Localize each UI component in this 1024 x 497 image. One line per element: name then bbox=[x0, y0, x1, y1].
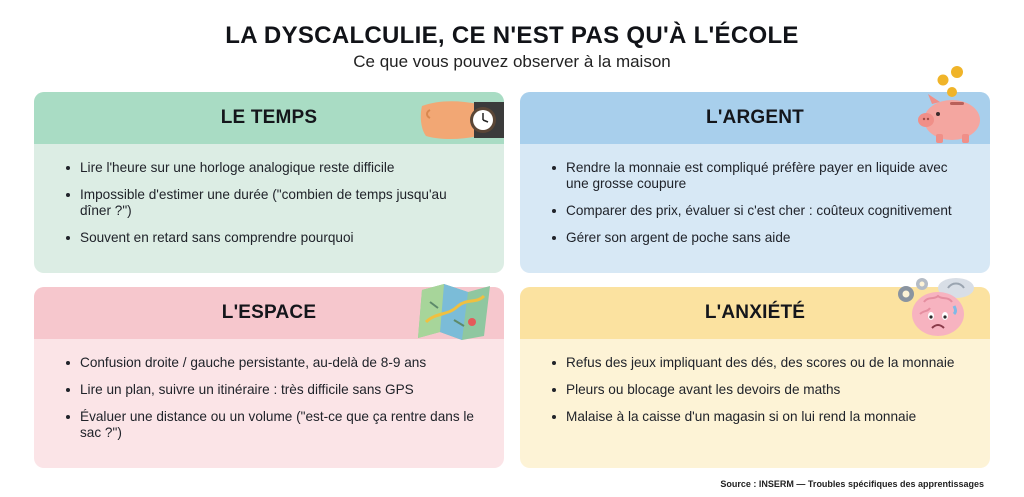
list-item: Malaise à la caisse d'un magasin si on lui rend la monnaie bbox=[566, 409, 964, 425]
list-item: Gérer son argent de poche sans aide bbox=[566, 230, 964, 246]
card-temps-list bbox=[34, 144, 504, 246]
page-title: LA DYSCALCULIE, CE N'EST PAS QU'À L'ÉCOLE bbox=[225, 22, 799, 49]
card-espace-title: L'ESPACE bbox=[34, 287, 504, 339]
list-item: Confusion droite / gauche persistante, au-delà de 8-9 ans bbox=[80, 355, 478, 371]
list-item: Comparer des prix, évaluer si c'est cher : coûteux cognitivement bbox=[566, 203, 964, 219]
wristwatch-icon bbox=[420, 92, 504, 146]
card-argent-list bbox=[520, 144, 990, 246]
page-subtitle: Ce que vous pouvez observer à la maison bbox=[353, 52, 671, 71]
source-citation: Source : INSERM — Troubles spécifiques des apprentissages bbox=[720, 479, 984, 489]
list-item: Évaluer une distance ou un volume ("est-ce que ça rentre dans le sac ?") bbox=[80, 409, 478, 441]
card-temps-title: LE TEMPS bbox=[34, 92, 504, 144]
card-espace-list bbox=[34, 339, 504, 441]
worried-brain-icon bbox=[894, 272, 990, 342]
card-anxiete-list bbox=[520, 339, 990, 425]
card-anxiete-title: L'ANXIÉTÉ bbox=[520, 287, 990, 339]
list-item: Lire un plan, suivre un itinéraire : très difficile sans GPS bbox=[80, 382, 478, 398]
folded-map-icon bbox=[418, 282, 494, 342]
card-argent-title: L'ARGENT bbox=[520, 92, 990, 144]
list-item: Impossible d'estimer une durée ("combien de temps jusqu'au dîner ?") bbox=[80, 187, 478, 219]
list-item: Rendre la monnaie est compliqué préfère payer en liquide avec une grosse coupure bbox=[566, 160, 964, 192]
list-item: Souvent en retard sans comprendre pourquoi bbox=[80, 230, 478, 246]
list-item: Refus des jeux impliquant des dés, des scores ou de la monnaie bbox=[566, 355, 964, 371]
piggy-bank-icon bbox=[910, 64, 986, 144]
list-item: Lire l'heure sur une horloge analogique reste difficile bbox=[80, 160, 478, 176]
list-item: Pleurs ou blocage avant les devoirs de maths bbox=[566, 382, 964, 398]
